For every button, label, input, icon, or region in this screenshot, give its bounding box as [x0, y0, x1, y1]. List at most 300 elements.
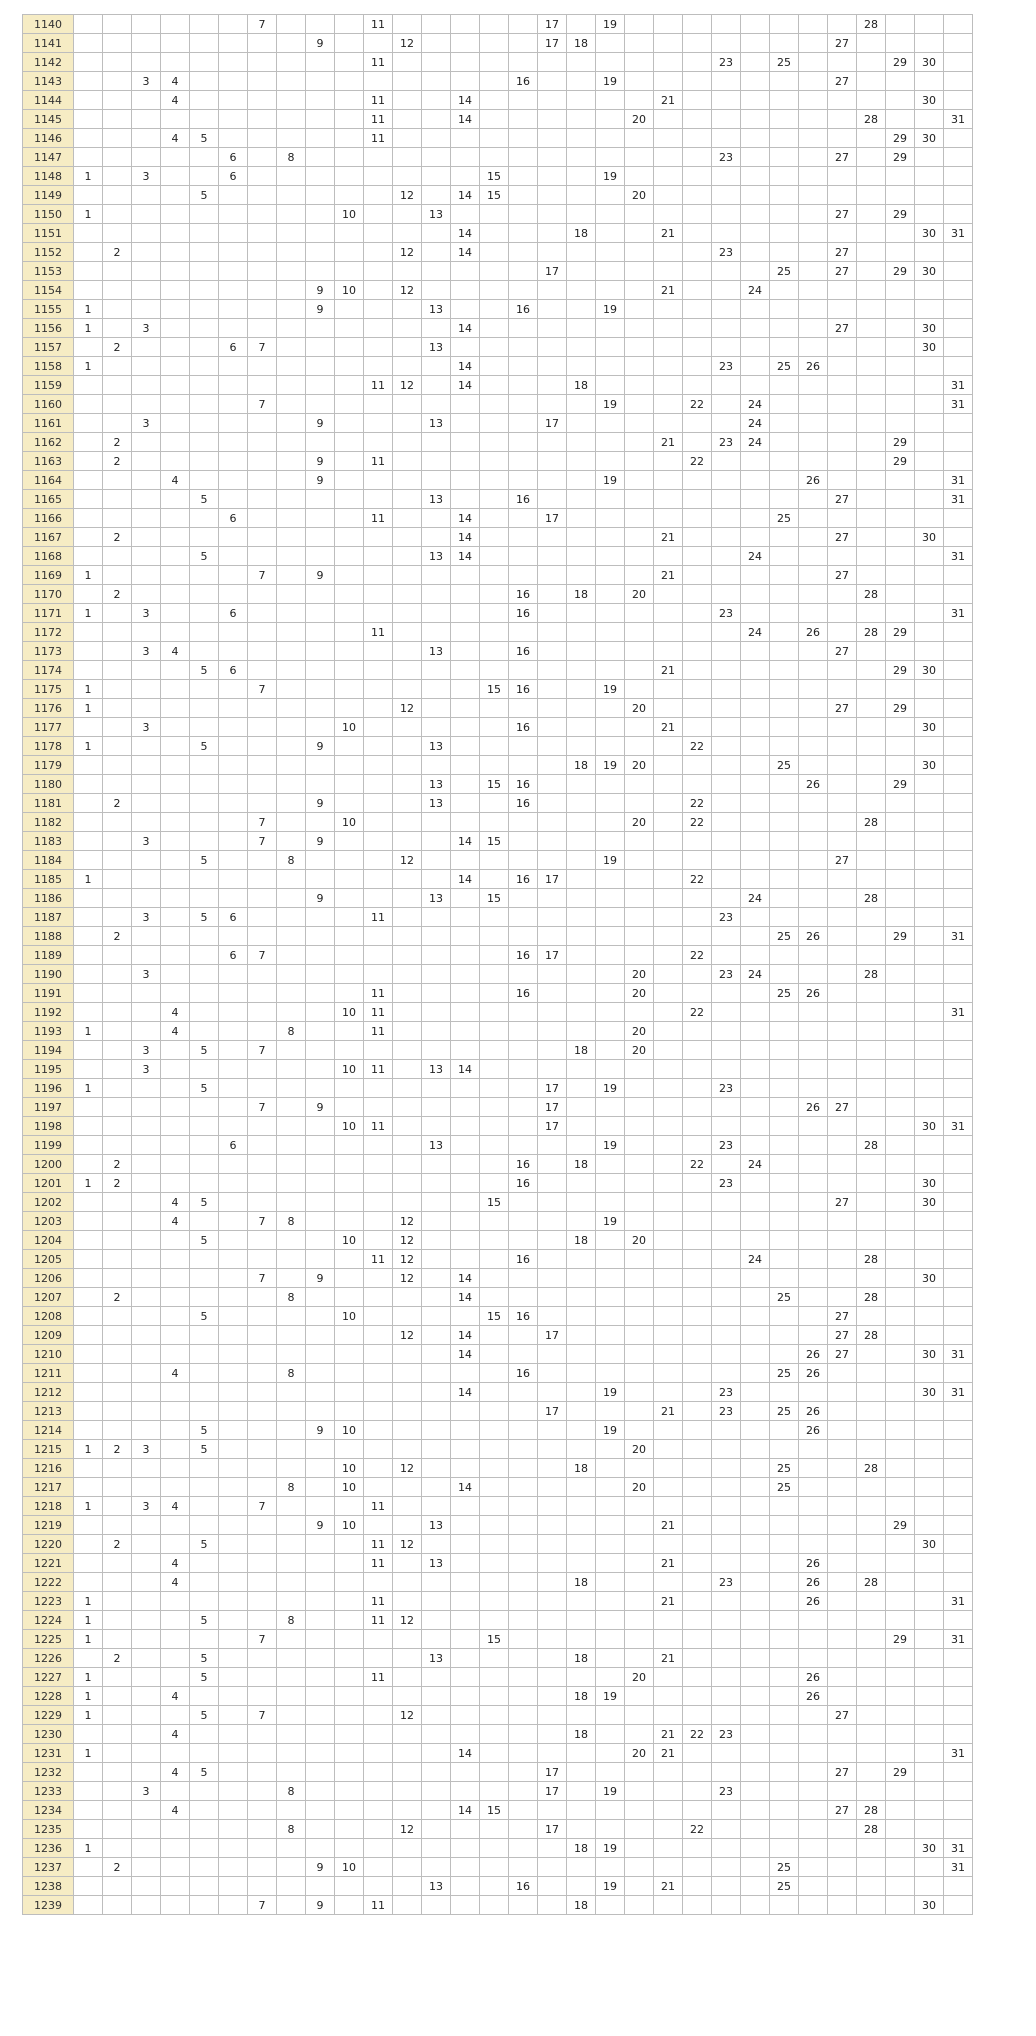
table-row — [23, 585, 973, 604]
empty-cell — [335, 1212, 364, 1231]
empty-cell — [74, 1098, 103, 1117]
empty-cell — [654, 756, 683, 775]
empty-cell — [219, 1402, 248, 1421]
number-cell: 11 — [364, 1611, 393, 1630]
empty-cell — [915, 1554, 944, 1573]
empty-cell — [538, 528, 567, 547]
empty-cell — [712, 623, 741, 642]
number-cell: 17 — [538, 1402, 567, 1421]
period-cell: 1171 — [23, 604, 74, 623]
empty-cell — [277, 1573, 306, 1592]
number-cell: 19 — [596, 1136, 625, 1155]
empty-cell — [770, 1725, 799, 1744]
empty-cell — [683, 756, 712, 775]
number-cell: 12 — [393, 1269, 422, 1288]
empty-cell — [944, 129, 973, 148]
empty-cell — [364, 832, 393, 851]
empty-cell — [538, 205, 567, 224]
empty-cell — [770, 1763, 799, 1782]
empty-cell — [190, 623, 219, 642]
number-cell: 4 — [161, 72, 190, 91]
empty-cell — [306, 813, 335, 832]
number-cell: 16 — [509, 642, 538, 661]
number-cell: 31 — [944, 1744, 973, 1763]
number-cell: 18 — [567, 1155, 596, 1174]
empty-cell — [683, 224, 712, 243]
empty-cell — [567, 91, 596, 110]
empty-cell — [74, 1212, 103, 1231]
empty-cell — [451, 1174, 480, 1193]
empty-cell — [306, 376, 335, 395]
empty-cell — [306, 1573, 335, 1592]
empty-cell — [190, 338, 219, 357]
empty-cell — [712, 566, 741, 585]
number-cell: 10 — [335, 1516, 364, 1535]
empty-cell — [248, 984, 277, 1003]
empty-cell — [219, 1478, 248, 1497]
empty-cell — [654, 1896, 683, 1915]
empty-cell — [364, 1877, 393, 1896]
empty-cell — [857, 1649, 886, 1668]
empty-cell — [509, 224, 538, 243]
empty-cell — [364, 319, 393, 338]
empty-cell — [596, 1706, 625, 1725]
empty-cell — [74, 547, 103, 566]
empty-cell — [306, 1668, 335, 1687]
table-row — [23, 680, 973, 699]
number-cell: 21 — [654, 1877, 683, 1896]
empty-cell — [538, 1592, 567, 1611]
empty-cell — [828, 300, 857, 319]
empty-cell — [132, 813, 161, 832]
empty-cell — [538, 1383, 567, 1402]
empty-cell — [451, 1079, 480, 1098]
empty-cell — [915, 1497, 944, 1516]
empty-cell — [132, 1383, 161, 1402]
empty-cell — [480, 661, 509, 680]
empty-cell — [132, 243, 161, 262]
empty-cell — [770, 1098, 799, 1117]
empty-cell — [538, 395, 567, 414]
empty-cell — [799, 585, 828, 604]
empty-cell — [915, 1877, 944, 1896]
number-cell: 15 — [480, 1307, 509, 1326]
empty-cell — [422, 167, 451, 186]
number-cell: 17 — [538, 262, 567, 281]
empty-cell — [451, 1630, 480, 1649]
empty-cell — [509, 1288, 538, 1307]
empty-cell — [364, 1782, 393, 1801]
empty-cell — [480, 15, 509, 34]
empty-cell — [828, 1364, 857, 1383]
empty-cell — [219, 1687, 248, 1706]
empty-cell — [770, 1782, 799, 1801]
empty-cell — [306, 1250, 335, 1269]
empty-cell — [712, 528, 741, 547]
empty-cell — [509, 1326, 538, 1345]
empty-cell — [538, 53, 567, 72]
empty-cell — [654, 1421, 683, 1440]
empty-cell — [335, 1820, 364, 1839]
empty-cell — [741, 1022, 770, 1041]
number-cell: 1 — [74, 1630, 103, 1649]
empty-cell — [335, 1345, 364, 1364]
empty-cell — [277, 1174, 306, 1193]
empty-cell — [451, 1402, 480, 1421]
empty-cell — [480, 91, 509, 110]
empty-cell — [683, 15, 712, 34]
empty-cell — [886, 357, 915, 376]
empty-cell — [654, 642, 683, 661]
number-cell: 11 — [364, 376, 393, 395]
number-cell: 25 — [770, 1402, 799, 1421]
empty-cell — [799, 604, 828, 623]
empty-cell — [886, 1478, 915, 1497]
empty-cell — [190, 889, 219, 908]
empty-cell — [132, 1687, 161, 1706]
empty-cell — [103, 908, 132, 927]
empty-cell — [799, 1269, 828, 1288]
empty-cell — [886, 1554, 915, 1573]
empty-cell — [538, 566, 567, 585]
empty-cell — [219, 851, 248, 870]
number-cell: 4 — [161, 1003, 190, 1022]
empty-cell — [886, 1079, 915, 1098]
empty-cell — [770, 224, 799, 243]
empty-cell — [712, 1744, 741, 1763]
empty-cell — [190, 1497, 219, 1516]
empty-cell — [103, 813, 132, 832]
empty-cell — [219, 870, 248, 889]
empty-cell — [161, 1839, 190, 1858]
empty-cell — [915, 1801, 944, 1820]
empty-cell — [219, 452, 248, 471]
empty-cell — [567, 1174, 596, 1193]
number-cell: 3 — [132, 319, 161, 338]
empty-cell — [190, 243, 219, 262]
number-cell: 26 — [799, 1098, 828, 1117]
empty-cell — [248, 300, 277, 319]
number-cell: 31 — [944, 927, 973, 946]
number-cell: 13 — [422, 414, 451, 433]
empty-cell — [712, 832, 741, 851]
number-cell: 25 — [770, 927, 799, 946]
empty-cell — [335, 148, 364, 167]
empty-cell — [915, 1003, 944, 1022]
empty-cell — [103, 661, 132, 680]
empty-cell — [567, 794, 596, 813]
empty-cell — [625, 91, 654, 110]
empty-cell — [596, 376, 625, 395]
table-row — [23, 1326, 973, 1345]
number-cell: 27 — [828, 1706, 857, 1725]
empty-cell — [335, 1839, 364, 1858]
empty-cell — [277, 1440, 306, 1459]
table-row — [23, 110, 973, 129]
empty-cell — [393, 1592, 422, 1611]
empty-cell — [364, 794, 393, 813]
empty-cell — [219, 395, 248, 414]
empty-cell — [799, 1155, 828, 1174]
empty-cell — [393, 661, 422, 680]
table-row — [23, 794, 973, 813]
empty-cell — [219, 528, 248, 547]
empty-cell — [625, 547, 654, 566]
empty-cell — [828, 1858, 857, 1877]
empty-cell — [770, 1003, 799, 1022]
number-cell: 14 — [451, 1744, 480, 1763]
empty-cell — [190, 72, 219, 91]
empty-cell — [422, 376, 451, 395]
table-row — [23, 832, 973, 851]
number-cell: 3 — [132, 965, 161, 984]
empty-cell — [828, 281, 857, 300]
empty-cell — [393, 1668, 422, 1687]
empty-cell — [886, 414, 915, 433]
empty-cell — [393, 1155, 422, 1174]
empty-cell — [364, 1269, 393, 1288]
empty-cell — [596, 110, 625, 129]
empty-cell — [915, 1307, 944, 1326]
empty-cell — [567, 528, 596, 547]
empty-cell — [770, 490, 799, 509]
empty-cell — [886, 604, 915, 623]
empty-cell — [886, 395, 915, 414]
empty-cell — [248, 1592, 277, 1611]
empty-cell — [480, 528, 509, 547]
empty-cell — [132, 1022, 161, 1041]
empty-cell — [828, 1573, 857, 1592]
number-cell: 10 — [335, 1003, 364, 1022]
number-cell: 18 — [567, 224, 596, 243]
empty-cell — [886, 1801, 915, 1820]
empty-cell — [915, 281, 944, 300]
empty-cell — [828, 1231, 857, 1250]
empty-cell — [480, 1174, 509, 1193]
empty-cell — [132, 1535, 161, 1554]
empty-cell — [219, 585, 248, 604]
empty-cell — [248, 585, 277, 604]
number-cell: 17 — [538, 1763, 567, 1782]
empty-cell — [857, 1763, 886, 1782]
number-cell: 26 — [799, 1687, 828, 1706]
empty-cell — [219, 1440, 248, 1459]
number-cell: 18 — [567, 34, 596, 53]
number-cell: 30 — [915, 1383, 944, 1402]
empty-cell — [451, 1592, 480, 1611]
number-cell: 18 — [567, 1649, 596, 1668]
empty-cell — [451, 1421, 480, 1440]
empty-cell — [625, 1877, 654, 1896]
empty-cell — [190, 1136, 219, 1155]
empty-cell — [335, 1250, 364, 1269]
number-cell: 28 — [857, 1459, 886, 1478]
empty-cell — [480, 870, 509, 889]
empty-cell — [74, 433, 103, 452]
empty-cell — [422, 224, 451, 243]
empty-cell — [74, 509, 103, 528]
number-cell: 24 — [741, 547, 770, 566]
empty-cell — [683, 1801, 712, 1820]
empty-cell — [596, 1250, 625, 1269]
empty-cell — [567, 699, 596, 718]
number-cell: 7 — [248, 1630, 277, 1649]
empty-cell — [857, 737, 886, 756]
empty-cell — [654, 1136, 683, 1155]
empty-cell — [509, 737, 538, 756]
empty-cell — [335, 1668, 364, 1687]
empty-cell — [944, 1554, 973, 1573]
empty-cell — [741, 1003, 770, 1022]
empty-cell — [654, 1250, 683, 1269]
empty-cell — [74, 1307, 103, 1326]
empty-cell — [422, 1725, 451, 1744]
empty-cell — [335, 300, 364, 319]
table-row — [23, 851, 973, 870]
number-cell: 17 — [538, 414, 567, 433]
empty-cell — [509, 319, 538, 338]
empty-cell — [944, 319, 973, 338]
number-cell: 24 — [741, 1250, 770, 1269]
empty-cell — [190, 433, 219, 452]
empty-cell — [799, 224, 828, 243]
empty-cell — [364, 1155, 393, 1174]
empty-cell — [857, 1611, 886, 1630]
empty-cell — [277, 186, 306, 205]
table-row — [23, 661, 973, 680]
empty-cell — [277, 813, 306, 832]
empty-cell — [103, 167, 132, 186]
empty-cell — [538, 984, 567, 1003]
number-cell: 26 — [799, 984, 828, 1003]
number-cell: 14 — [451, 91, 480, 110]
empty-cell — [480, 1725, 509, 1744]
empty-cell — [770, 1649, 799, 1668]
empty-cell — [219, 1231, 248, 1250]
empty-cell — [306, 262, 335, 281]
empty-cell — [741, 148, 770, 167]
empty-cell — [770, 699, 799, 718]
empty-cell — [335, 965, 364, 984]
number-cell: 20 — [625, 585, 654, 604]
number-cell: 4 — [161, 1364, 190, 1383]
empty-cell — [944, 1497, 973, 1516]
empty-cell — [683, 1706, 712, 1725]
empty-cell — [132, 1155, 161, 1174]
empty-cell — [364, 699, 393, 718]
empty-cell — [886, 908, 915, 927]
empty-cell — [944, 1649, 973, 1668]
empty-cell — [915, 414, 944, 433]
empty-cell — [451, 1858, 480, 1877]
empty-cell — [538, 433, 567, 452]
empty-cell — [625, 1250, 654, 1269]
empty-cell — [480, 1269, 509, 1288]
empty-cell — [915, 965, 944, 984]
empty-cell — [509, 1478, 538, 1497]
empty-cell — [625, 129, 654, 148]
empty-cell — [944, 357, 973, 376]
empty-cell — [567, 167, 596, 186]
empty-cell — [277, 471, 306, 490]
empty-cell — [596, 965, 625, 984]
empty-cell — [480, 1782, 509, 1801]
empty-cell — [857, 1554, 886, 1573]
number-cell: 13 — [422, 338, 451, 357]
number-cell: 14 — [451, 1383, 480, 1402]
empty-cell — [306, 205, 335, 224]
empty-cell — [132, 148, 161, 167]
empty-cell — [712, 110, 741, 129]
empty-cell — [770, 1440, 799, 1459]
empty-cell — [393, 908, 422, 927]
empty-cell — [799, 319, 828, 338]
period-cell: 1148 — [23, 167, 74, 186]
table-row — [23, 756, 973, 775]
table-row — [23, 1535, 973, 1554]
empty-cell — [422, 15, 451, 34]
empty-cell — [364, 205, 393, 224]
period-cell: 1187 — [23, 908, 74, 927]
empty-cell — [596, 1288, 625, 1307]
empty-cell — [364, 1478, 393, 1497]
number-cell: 26 — [799, 775, 828, 794]
empty-cell — [132, 870, 161, 889]
empty-cell — [828, 832, 857, 851]
empty-cell — [712, 1231, 741, 1250]
empty-cell — [422, 1117, 451, 1136]
empty-cell — [596, 870, 625, 889]
empty-cell — [828, 1079, 857, 1098]
empty-cell — [567, 1326, 596, 1345]
empty-cell — [654, 34, 683, 53]
number-cell: 25 — [770, 1459, 799, 1478]
empty-cell — [567, 718, 596, 737]
empty-cell — [277, 623, 306, 642]
empty-cell — [335, 1193, 364, 1212]
empty-cell — [393, 357, 422, 376]
empty-cell — [161, 186, 190, 205]
empty-cell — [625, 1459, 654, 1478]
empty-cell — [596, 1725, 625, 1744]
empty-cell — [625, 1307, 654, 1326]
empty-cell — [828, 53, 857, 72]
empty-cell — [683, 1060, 712, 1079]
empty-cell — [161, 661, 190, 680]
empty-cell — [306, 1554, 335, 1573]
period-cell: 1197 — [23, 1098, 74, 1117]
empty-cell — [480, 1022, 509, 1041]
empty-cell — [654, 1611, 683, 1630]
empty-cell — [944, 15, 973, 34]
empty-cell — [480, 1079, 509, 1098]
empty-cell — [770, 775, 799, 794]
number-cell: 30 — [915, 91, 944, 110]
empty-cell — [306, 1212, 335, 1231]
table-row — [23, 1744, 973, 1763]
empty-cell — [683, 1212, 712, 1231]
empty-cell — [132, 1611, 161, 1630]
number-cell: 29 — [886, 148, 915, 167]
empty-cell — [422, 1079, 451, 1098]
empty-cell — [277, 1554, 306, 1573]
empty-cell — [190, 224, 219, 243]
empty-cell — [770, 167, 799, 186]
empty-cell — [306, 110, 335, 129]
table-row — [23, 1421, 973, 1440]
empty-cell — [596, 1098, 625, 1117]
empty-cell — [799, 338, 828, 357]
